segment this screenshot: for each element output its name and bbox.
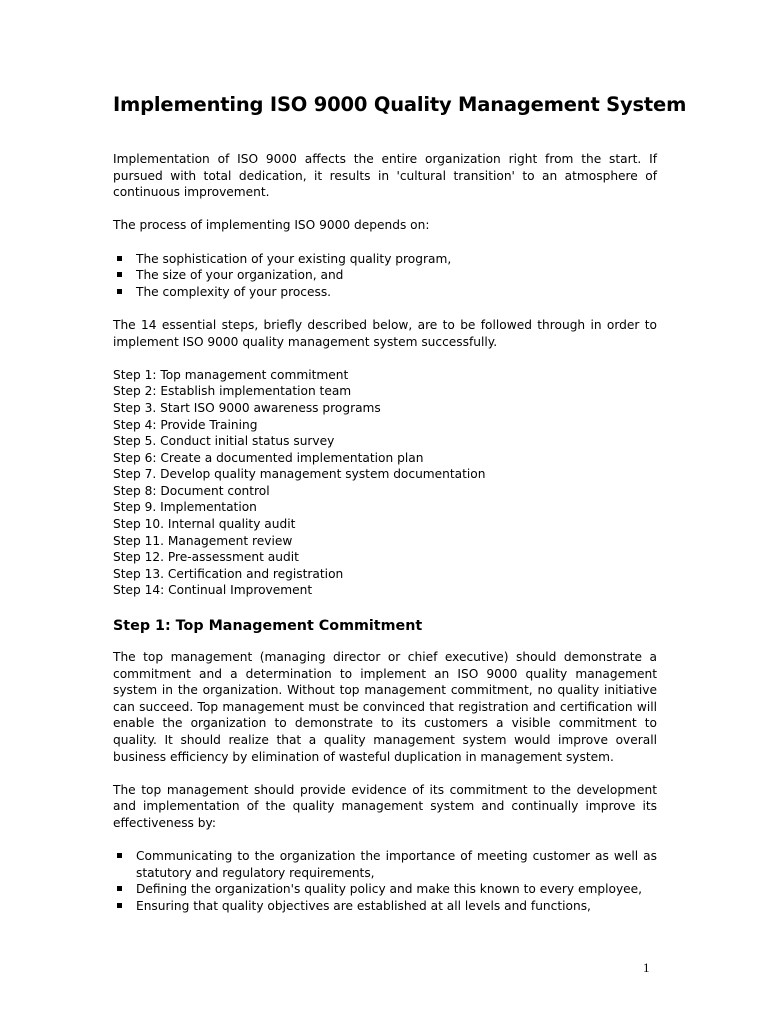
list-item: Defining the organization's quality policy and make this known to every employee, <box>113 881 657 898</box>
step-item: Step 6: Create a documented implementation plan <box>113 450 424 465</box>
step1-heading: Step 1: Top Management Commitment <box>113 618 423 635</box>
step-item: Step 1: Top management commitment <box>113 367 349 382</box>
step1-paragraph-2: The top management should provide evidence of its commitment to the development and implementation of the quality management system and continually improve its effectiveness by: <box>113 782 657 830</box>
list-item: Ensuring that quality objectives are established at all levels and functions, <box>113 898 657 915</box>
step-item: Step 9. Implementation <box>113 500 257 515</box>
document-title: Implementing ISO 9000 Quality Management System <box>113 93 687 116</box>
step-item: Step 12. Pre-assessment audit <box>113 550 299 565</box>
steps-intro-paragraph: The 14 essential steps, briefly described below, are to be followed through in order to implement ISO 9000 quality management system successfully. <box>113 317 657 349</box>
step-item: Step 13. Certification and registration <box>113 566 344 581</box>
step-item: Step 5. Conduct initial status survey <box>113 434 335 449</box>
step-item: Step 7. Develop quality management system documentation <box>113 467 486 482</box>
page-number: 1 <box>643 960 650 975</box>
square-bullet-icon <box>117 903 122 908</box>
step-item: Step 3. Start ISO 9000 awareness programs <box>113 400 381 415</box>
list-item: The sophistication of your existing quality program, <box>113 251 657 268</box>
document-body <box>113 151 657 931</box>
square-bullet-icon <box>117 886 122 891</box>
step-item: Step 4: Provide Training <box>113 417 258 432</box>
intro-paragraph: Implementation of ISO 9000 affects the entire organization right from the start. If pursued with total dedication, it results in 'cultural transition' to an atmosphere of continuous improvement. <box>113 152 657 200</box>
steps-list <box>113 367 657 599</box>
commitment-list <box>113 848 657 914</box>
step-item: Step 10. Internal quality audit <box>113 517 296 532</box>
square-bullet-icon <box>117 272 122 277</box>
step-item: Step 14: Continual Improvement <box>113 583 313 598</box>
list-item: Communicating to the organization the importance of meeting customer as well as statutory and regulatory requirements, <box>113 848 657 881</box>
depends-list <box>113 251 657 301</box>
step-item: Step 2: Establish implementation team <box>113 384 352 399</box>
step-item: Step 8: Document control <box>113 483 270 498</box>
list-item: The complexity of your process. <box>113 284 657 301</box>
square-bullet-icon <box>117 289 122 294</box>
square-bullet-icon <box>117 256 122 261</box>
square-bullet-icon <box>117 853 122 858</box>
list-item: The size of your organization, and <box>113 267 657 284</box>
step-item: Step 11. Management review <box>113 533 293 548</box>
depends-intro-paragraph: The process of implementing ISO 9000 depends on: <box>113 218 430 233</box>
step1-paragraph-1: The top management (managing director or chief executive) should demonstrate a commitment and a determination to implement an ISO 9000 quality management system in the organization. Without top management commitment, no quality initiative can succeed. Top management must be convinced that registration and certification will enable the organization to demonstrate to its customers a visible commitment to quality. It should realize that a quality management system would improve overall business efficiency by elimination of wasteful duplication in management system. <box>113 650 657 764</box>
